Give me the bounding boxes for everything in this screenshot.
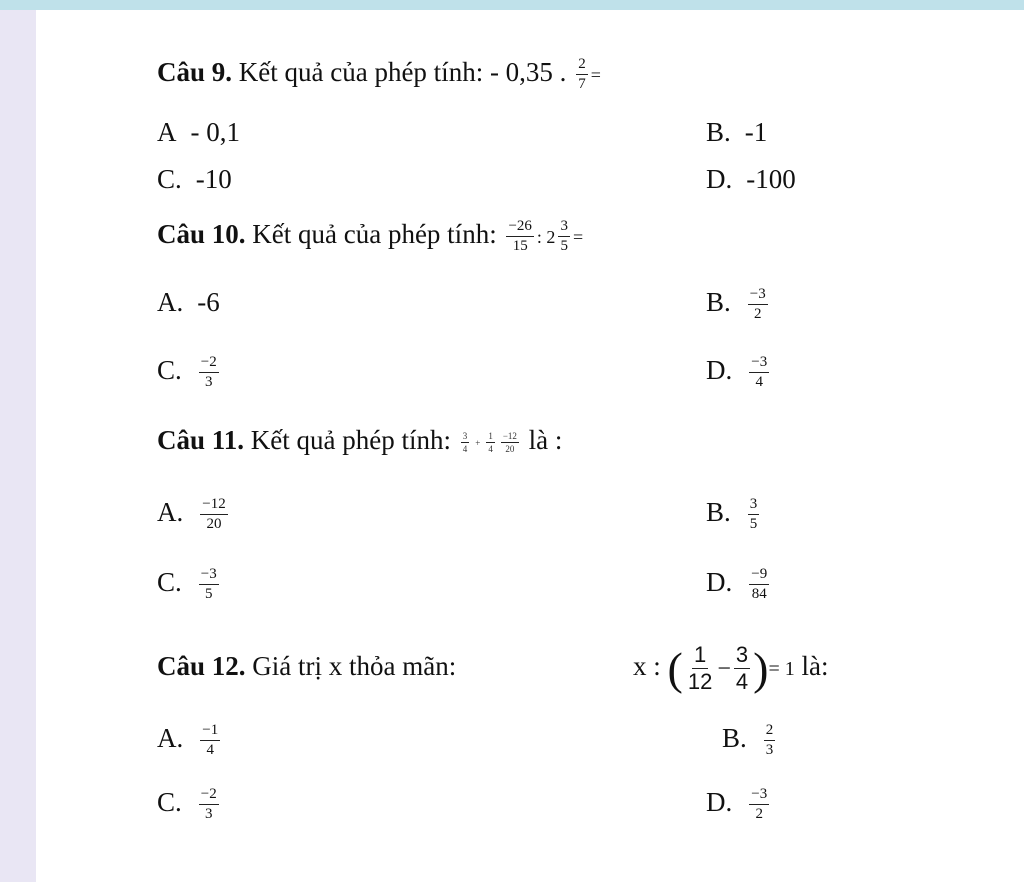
fraction: $\frac{2}{7}$ bbox=[578, 56, 586, 93]
fraction: $\frac{-3}{4}$ bbox=[751, 354, 768, 391]
fraction: $\frac{2}{3}$ bbox=[765, 722, 774, 759]
fraction: $\frac{-2}{3}$ bbox=[200, 786, 217, 823]
fraction: $\frac{1}{4}$ bbox=[488, 431, 493, 455]
question-text: Kết quả phép tính: bbox=[250, 425, 451, 455]
fraction: $\frac{-12}{20}$ bbox=[502, 431, 517, 455]
fraction: $\frac{3}{4}$ bbox=[462, 431, 468, 455]
fraction: $\frac{-2}{3}$ bbox=[200, 354, 217, 391]
equals-sign: = bbox=[590, 64, 601, 85]
question-label: Câu 11. bbox=[157, 425, 245, 455]
q11-option-b: B. $\frac{3}{5}$ bbox=[706, 496, 758, 533]
fraction: $\frac{-1}{4}$ bbox=[202, 722, 219, 759]
top-border bbox=[0, 0, 1024, 10]
q12-option-b: B. $\frac{2}{3}$ bbox=[722, 722, 774, 759]
fraction: $\frac{-3}{5}$ bbox=[200, 566, 217, 603]
q9-option-c: C. -10 bbox=[157, 164, 232, 194]
q10-option-a: A. -6 bbox=[157, 287, 220, 317]
q11-option-d: D. $\frac{-9}{84}$ bbox=[706, 566, 768, 603]
question-label: Câu 9. bbox=[157, 57, 233, 87]
question-11 bbox=[157, 424, 562, 456]
q12-option-c: C. $\frac{-2}{3}$ bbox=[157, 786, 217, 823]
q9-option-d: D. -100 bbox=[706, 164, 796, 194]
operator: + bbox=[475, 437, 481, 448]
question-9 bbox=[157, 56, 601, 93]
question-text: Giá trị x thỏa mãn: bbox=[252, 651, 457, 681]
question-10 bbox=[157, 218, 583, 255]
operator: : 2 bbox=[536, 226, 556, 247]
fraction: $\frac{1}{12}$ bbox=[687, 642, 713, 695]
question-12-equation: x : ( $\frac{1}{12}$ − $\frac{3}{4}$ )= 1 là: bbox=[633, 642, 829, 695]
fraction: $\frac{-26}{15}$ bbox=[508, 218, 532, 255]
q11-option-c: C. $\frac{-3}{5}$ bbox=[157, 566, 217, 603]
q10-option-d: D. $\frac{-3}{4}$ bbox=[706, 354, 768, 391]
fraction: $\frac{-9}{84}$ bbox=[751, 566, 768, 603]
fraction: $\frac{-3}{2}$ bbox=[749, 286, 766, 323]
fraction: $\frac{3}{5}$ bbox=[560, 218, 568, 255]
q11-option-a: A. $\frac{-12}{20}$ bbox=[157, 496, 226, 533]
fraction: $\frac{3}{5}$ bbox=[749, 496, 758, 533]
question-text: Kết quả của phép tính: bbox=[252, 219, 497, 249]
question-label: Câu 12. bbox=[157, 651, 246, 681]
equals-sign: = bbox=[572, 226, 584, 247]
question-suffix: là : bbox=[528, 425, 563, 455]
q12-option-a: A. $\frac{-1}{4}$ bbox=[157, 722, 219, 759]
q10-option-b: B. $\frac{-3}{2}$ bbox=[706, 286, 766, 323]
fraction: $\frac{-3}{2}$ bbox=[751, 786, 768, 823]
q9-option-a: A - 0,1 bbox=[157, 117, 240, 147]
q10-option-c: C. $\frac{-2}{3}$ bbox=[157, 354, 217, 391]
question-12 bbox=[157, 650, 456, 682]
fraction: $\frac{-12}{20}$ bbox=[202, 496, 226, 533]
question-text: Kết quả của phép tính: - 0,35 . bbox=[238, 57, 567, 87]
q9-option-b: B. -1 bbox=[706, 117, 768, 147]
fraction: $\frac{3}{4}$ bbox=[735, 642, 749, 695]
q12-option-d: D. $\frac{-3}{2}$ bbox=[706, 786, 768, 823]
question-label: Câu 10. bbox=[157, 219, 246, 249]
